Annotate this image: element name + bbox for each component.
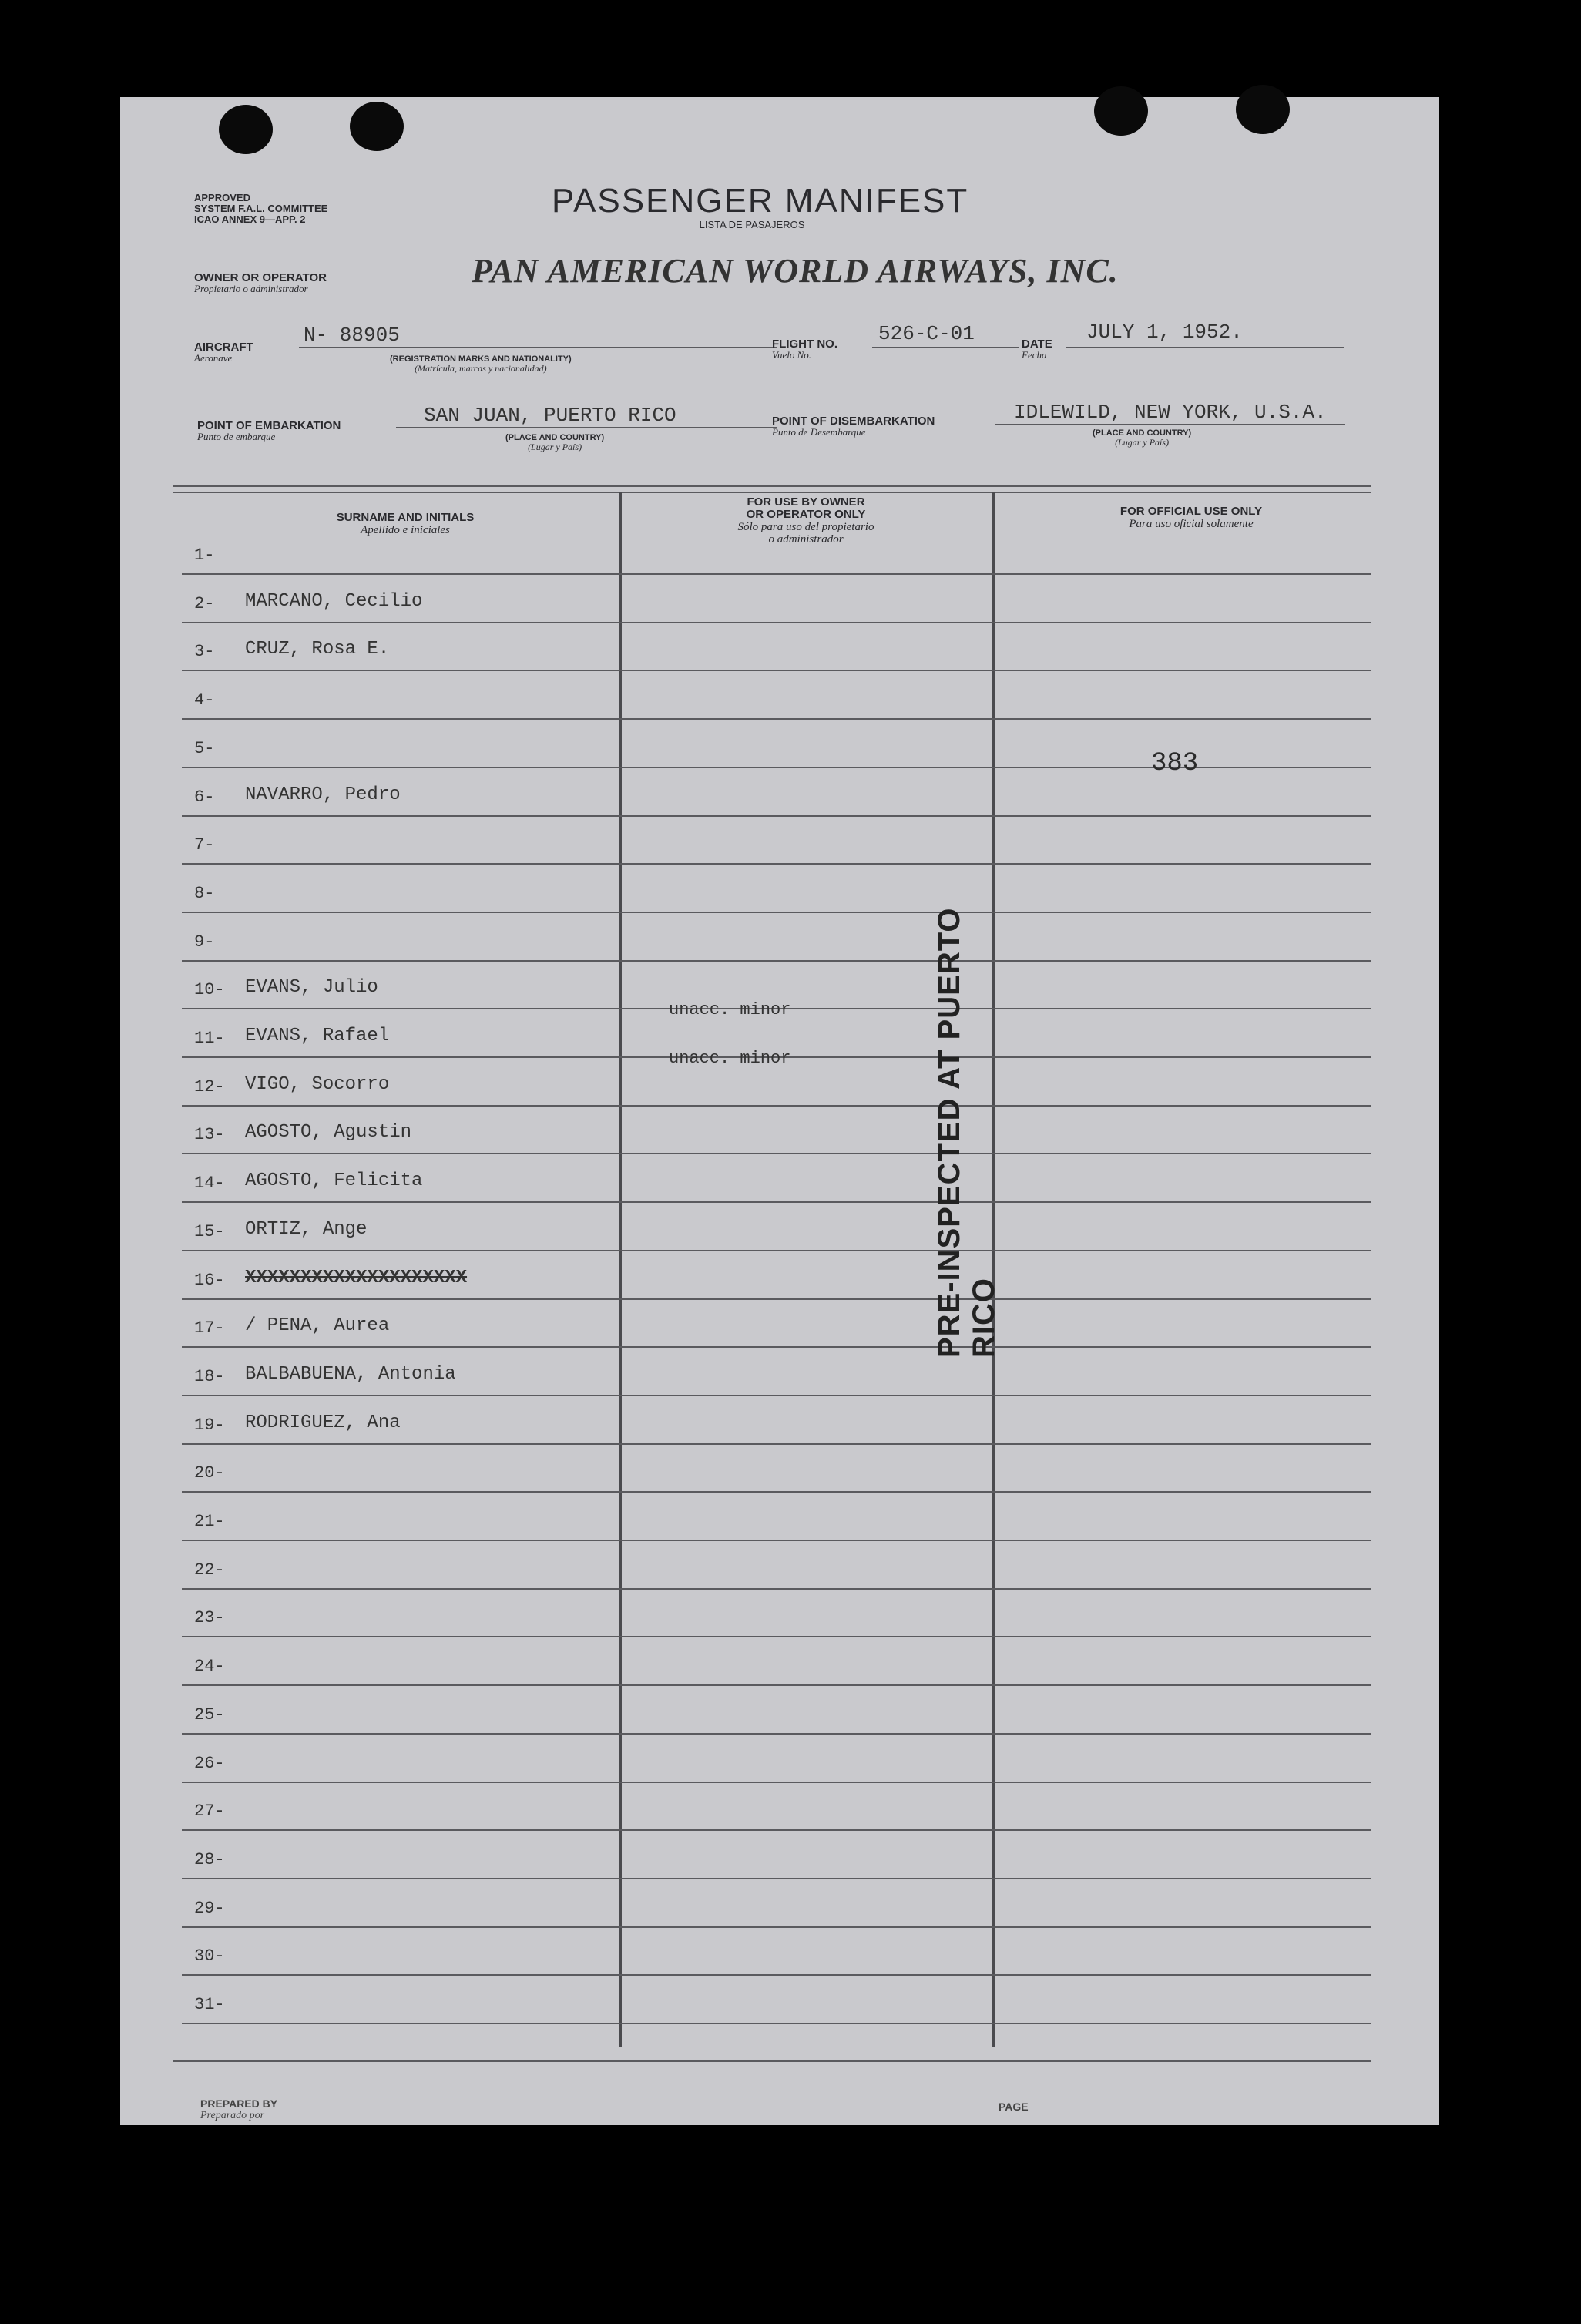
row-number: 14- xyxy=(194,1174,225,1193)
row-number: 8- xyxy=(194,884,215,903)
disembarkation-sub: (PLACE AND COUNTRY) (Lugar y País) xyxy=(1093,428,1192,448)
row-number: 5- xyxy=(194,739,215,758)
row-line xyxy=(182,1878,1371,1879)
page-subtitle: LISTA DE PASAJEROS xyxy=(699,219,805,230)
row-line xyxy=(182,1636,1371,1637)
column-divider xyxy=(619,492,622,2047)
embarkation-label: POINT OF EMBARKATION Punto de embarque xyxy=(197,419,341,442)
field-underline xyxy=(299,347,777,348)
passenger-name: AGOSTO, Felicita xyxy=(245,1170,423,1191)
passenger-name: / PENA, Aurea xyxy=(245,1315,390,1336)
airline-name: PAN AMERICAN WORLD AIRWAYS, INC. xyxy=(472,252,1119,290)
field-underline xyxy=(1066,347,1344,348)
row-line xyxy=(182,912,1371,913)
prepared-by-label: PREPARED BY Preparado por xyxy=(200,2097,278,2121)
disembarkation-label: POINT OF DISEMBARKATION Punto de Desembarque xyxy=(772,415,935,438)
row-number: 23- xyxy=(194,1608,225,1627)
table-bottom-rule xyxy=(173,2060,1371,2062)
date-value: JULY 1, 1952. xyxy=(1086,321,1243,344)
passenger-name: NAVARRO, Pedro xyxy=(245,784,401,805)
row-line xyxy=(182,1153,1371,1154)
passenger-name: MARCANO, Cecilio xyxy=(245,591,423,612)
row-number: 18- xyxy=(194,1367,225,1386)
official-number: 383 xyxy=(1151,749,1199,778)
row-line xyxy=(182,1782,1371,1783)
column-header-owner: FOR USE BY OWNER OR OPERATOR ONLY Sólo para uso del propietario o administrador xyxy=(737,495,874,546)
passenger-name: EVANS, Rafael xyxy=(245,1026,390,1046)
row-number: 3- xyxy=(194,642,215,661)
row-number: 27- xyxy=(194,1802,225,1821)
approved-block: APPROVED SYSTEM F.A.L. COMMITTEE ICAO ANNEX 9—APP. 2 xyxy=(194,192,328,225)
owner-label: OWNER OR OPERATOR Propietario o administrador xyxy=(194,271,327,294)
row-line xyxy=(182,960,1371,962)
passenger-name: EVANS, Julio xyxy=(245,977,378,998)
row-number: 2- xyxy=(194,594,215,613)
row-line xyxy=(182,1684,1371,1686)
row-line xyxy=(182,2023,1371,2024)
row-line xyxy=(182,573,1371,575)
table-top-rule xyxy=(173,492,1371,493)
page-label: PAGE xyxy=(999,2101,1029,2113)
field-underline xyxy=(995,424,1345,425)
row-number: 31- xyxy=(194,1995,225,2014)
embarkation-value: SAN JUAN, PUERTO RICO xyxy=(424,404,676,427)
row-line xyxy=(182,622,1371,623)
owner-note: unacc. minor xyxy=(669,1000,791,1019)
passenger-name: ORTIZ, Ange xyxy=(245,1219,368,1240)
passenger-name: RODRIGUEZ, Ana xyxy=(245,1412,401,1433)
row-line xyxy=(182,1733,1371,1735)
row-number: 11- xyxy=(194,1029,225,1048)
aircraft-label: AIRCRAFT Aeronave xyxy=(194,341,253,364)
embarkation-sub: (PLACE AND COUNTRY) (Lugar y País) xyxy=(505,433,605,452)
row-number: 25- xyxy=(194,1705,225,1725)
row-line xyxy=(182,1298,1371,1300)
row-line xyxy=(182,1588,1371,1590)
owner-note: unacc. minor xyxy=(669,1049,791,1068)
punch-hole xyxy=(1094,86,1148,136)
passenger-name: XXXXXXXXXXXXXXXXXXXX xyxy=(245,1268,468,1288)
row-number: 21- xyxy=(194,1512,225,1531)
aircraft-value: N- 88905 xyxy=(304,324,400,347)
manifest-sheet xyxy=(120,97,1439,2125)
row-number: 24- xyxy=(194,1657,225,1676)
row-line xyxy=(182,1491,1371,1493)
row-line xyxy=(182,1250,1371,1251)
row-number: 22- xyxy=(194,1560,225,1580)
row-line xyxy=(182,1105,1371,1107)
row-number: 30- xyxy=(194,1946,225,1966)
passenger-name: VIGO, Socorro xyxy=(245,1074,390,1095)
pre-inspected-stamp: PRE-INSPECTED AT PUERTO RICO xyxy=(932,907,1001,1358)
row-number: 6- xyxy=(194,788,215,807)
row-number: 20- xyxy=(194,1463,225,1483)
column-header-names: SURNAME AND INITIALS Apellido e iniciales xyxy=(336,511,475,536)
row-line xyxy=(182,1201,1371,1203)
row-line xyxy=(182,863,1371,865)
date-label: DATE Fecha xyxy=(1022,338,1052,361)
row-line xyxy=(182,670,1371,671)
row-line xyxy=(182,718,1371,720)
flight-label: FLIGHT NO. Vuelo No. xyxy=(772,338,837,361)
passenger-name: AGOSTO, Agustin xyxy=(245,1122,412,1143)
row-number: 26- xyxy=(194,1754,225,1773)
row-number: 16- xyxy=(194,1271,225,1290)
passenger-name: CRUZ, Rosa E. xyxy=(245,639,390,660)
page-title: PASSENGER MANIFEST xyxy=(552,182,969,220)
row-line xyxy=(182,1926,1371,1928)
row-number: 12- xyxy=(194,1077,225,1097)
row-number: 28- xyxy=(194,1850,225,1869)
table-top-rule xyxy=(173,485,1371,487)
row-line xyxy=(182,1829,1371,1831)
field-underline xyxy=(872,347,1019,348)
row-line xyxy=(182,1974,1371,1976)
row-line xyxy=(182,815,1371,817)
row-line xyxy=(182,1346,1371,1348)
row-line xyxy=(182,1443,1371,1445)
row-number: 9- xyxy=(194,932,215,952)
row-number: 1- xyxy=(194,546,215,565)
disembarkation-value: IDLEWILD, NEW YORK, U.S.A. xyxy=(1014,401,1327,424)
row-line xyxy=(182,1540,1371,1541)
passenger-name: BALBABUENA, Antonia xyxy=(245,1364,456,1385)
aircraft-sub: (REGISTRATION MARKS AND NATIONALITY) (Matrícula, marcas y nacionalidad) xyxy=(390,354,572,374)
column-header-official: FOR OFFICIAL USE ONLY Para uso oficial solamente xyxy=(1119,505,1263,530)
punch-hole xyxy=(219,105,273,154)
field-underline xyxy=(396,427,777,428)
punch-hole xyxy=(1236,85,1290,134)
punch-hole xyxy=(350,102,404,151)
row-line xyxy=(182,1395,1371,1396)
row-number: 17- xyxy=(194,1318,225,1338)
row-number: 13- xyxy=(194,1125,225,1144)
flight-value: 526-C-01 xyxy=(878,322,975,345)
row-number: 29- xyxy=(194,1899,225,1918)
row-number: 4- xyxy=(194,690,215,710)
row-number: 15- xyxy=(194,1222,225,1241)
row-number: 19- xyxy=(194,1416,225,1435)
row-number: 7- xyxy=(194,835,215,855)
row-number: 10- xyxy=(194,980,225,999)
